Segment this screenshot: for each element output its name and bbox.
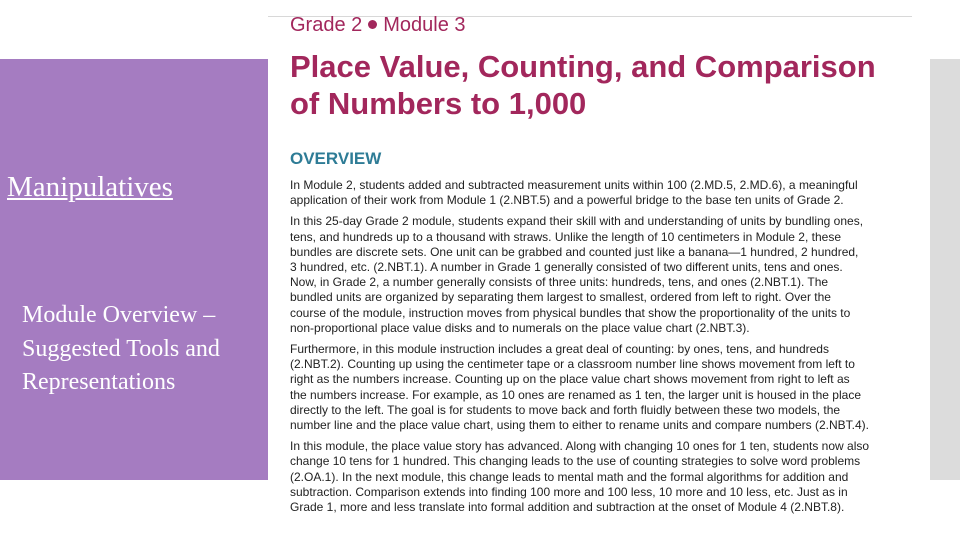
slide-title: Manipulatives [7, 171, 173, 203]
document-body [290, 178, 890, 521]
grade-label: Grade 2 [290, 14, 363, 36]
body-paragraph: In this module, the place value story has advanced. Along with changing 10 ones for 1 ten, students now also change 10 tens for 1 hundred. This changing leads to the use of counting strategies to solve word problems (2.OA.1). In the next module, this change leads to mental math and the formal algorithms for addition and subtraction. Comparison extends into finding 100 more and 100 less, 10 more and 10 less, etc. Just as in Grade 1, more and less translate into formal addition and subtraction at the onset of Module 4 (2.NBT.8). [290, 439, 870, 515]
slide-title-panel [0, 59, 270, 480]
body-paragraph: In Module 2, students added and subtracted measurement units within 100 (2.MD.5, 2.MD.6), a meaningful application of their work from Module 1 (2.NBT.5) and a powerful bridge to the base ten units of Grade 2. [290, 178, 858, 208]
bullet-dot-icon [368, 20, 377, 29]
module-overview-document [268, 0, 912, 540]
body-paragraph: Furthermore, in this module instruction includes a great deal of counting: by ones, tens, and hundreds (2.NBT.2). Counting up using the centimeter tape or a classroom number line shows movement from left to right as the numbers increase. Counting up on the place value chart shows movement from right to left as the numbers increase. For example, as 10 ones are renamed as 1 ten, the larger unit is housed in the place directly to the left. The goal is for students to move back and forth fluidly between these two models, the number line and the place value chart, using them to either to rename units and compare numbers (2.NBT.4). [290, 342, 869, 433]
module-number: Module 3 [383, 14, 466, 36]
body-paragraph: In this 25-day Grade 2 module, students expand their skill with and understanding of units by bundling ones, tens, and hundreds up to a thousand with straws. Unlike the length of 10 centimeters in Module 2, these bundles are discrete sets. One unit can be grabbed and counted just like a banana—1 hundred, 2 hundred, 3 hundred, etc. (2.NBT.1). A number in Grade 1 generally consisted of two different units, tens and ones. Now, in Grade 2, a number generally consists of three units: hundreds, tens, and ones (2.NBT.1). The bundled units are organized by separating them largest to smallest, ordered from left to right. Over the course of the module, instruction moves from physical bundles that show the proportionality of the units to non-proportional place value disks and to numerals on the place value chart (2.NBT.3). [290, 214, 864, 335]
overview-heading: OVERVIEW [290, 149, 382, 168]
module-label [290, 14, 466, 37]
right-gray-strip [930, 59, 960, 480]
document-title: Place Value, Counting, and Comparison of Numbers to 1,000 [290, 49, 876, 121]
slide-subtitle: Module Overview – Suggested Tools and Representations [22, 302, 220, 395]
